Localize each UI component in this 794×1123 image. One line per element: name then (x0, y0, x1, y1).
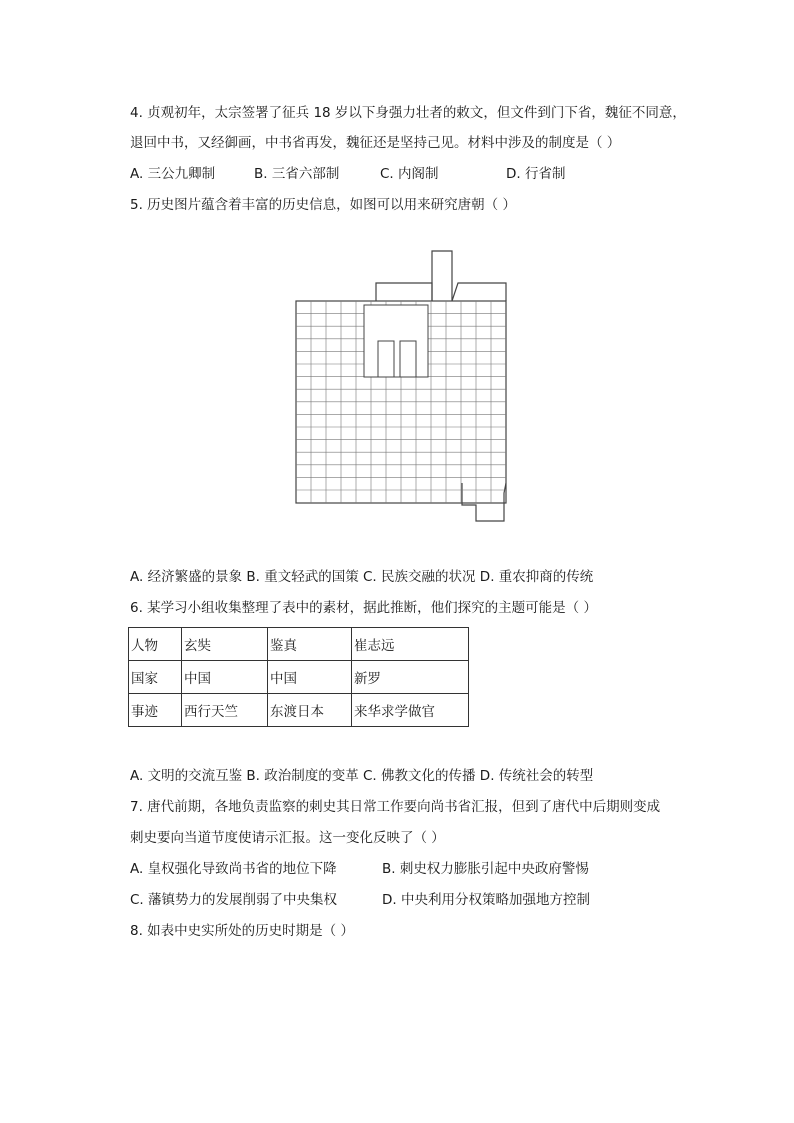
q7-option-a: A. 皇权强化导致尚书省的地位下降 (130, 861, 337, 877)
q5-options: A. 经济繁盛的景象 B. 重文轻武的国策 C. 民族交融的状况 D. 重农抑商的传统 (130, 569, 594, 585)
table-cell: 人物 (129, 628, 182, 661)
table-cell: 中国 (268, 661, 352, 694)
q4-option-d: D. 行省制 (506, 166, 566, 182)
table-cell: 事迹 (129, 694, 182, 727)
q4-option-c: C. 内阁制 (380, 166, 439, 182)
q7-option-d: D. 中央利用分权策略加强地方控制 (382, 892, 590, 908)
table-cell: 新罗 (352, 661, 469, 694)
q7-option-c: C. 藩镇势力的发展削弱了中央集权 (130, 892, 338, 908)
q7-stem-line-2: 刺史要向当道节度使请示汇报。这一变化反映了（ ） (130, 830, 445, 846)
table-row (129, 661, 469, 694)
table-cell: 崔志远 (352, 628, 469, 661)
q7-options-row-2 (130, 890, 690, 910)
table-cell: 东渡日本 (268, 694, 352, 727)
q7-option-b: B. 刺史权力膨胀引起中央政府警惕 (382, 861, 589, 877)
table-cell: 国家 (129, 661, 182, 694)
q4-option-a: A. 三公九卿制 (130, 166, 216, 182)
table-cell: 鉴真 (268, 628, 352, 661)
table-row (129, 628, 469, 661)
q8-stem: 8. 如表中史实所处的历史时期是（ ） (130, 923, 354, 939)
q7-stem-line-1: 7. 唐代前期，各地负责监察的刺史其日常工作要向尚书省汇报，但到了唐代中后期则变成 (130, 799, 661, 815)
table-cell: 来华求学做官 (352, 694, 469, 727)
table-cell: 玄奘 (182, 628, 268, 661)
table-cell: 西行天竺 (182, 694, 268, 727)
q4-stem-line-1: 4. 贞观初年，太宗签署了征兵 18 岁以下身强力壮者的敕文，但文件到门下省，魏征不同意， (130, 105, 686, 121)
q4-stem-line-2: 退回中书，又经御画，中书省再发，魏征还是坚持己见。材料中涉及的制度是（ ） (130, 135, 621, 151)
q5-stem: 5. 历史图片蕴含着丰富的历史信息，如图可以用来研究唐朝（ ） (130, 197, 516, 213)
q6-stem: 6. 某学习小组收集整理了表中的素材，据此推断，他们探究的主题可能是（ ） (130, 600, 597, 616)
map-palace (364, 305, 428, 377)
q4-options (130, 164, 690, 184)
table-row (129, 694, 469, 727)
q6-source-table (128, 627, 469, 727)
table-cell: 中国 (182, 661, 268, 694)
q7-options-row-1 (130, 859, 690, 879)
changan-city-map-figure (282, 243, 524, 525)
q4-option-b: B. 三省六部制 (254, 166, 340, 182)
q6-options: A. 文明的交流互鉴 B. 政治制度的变革 C. 佛教文化的传播 D. 传统社会的转型 (130, 768, 594, 784)
